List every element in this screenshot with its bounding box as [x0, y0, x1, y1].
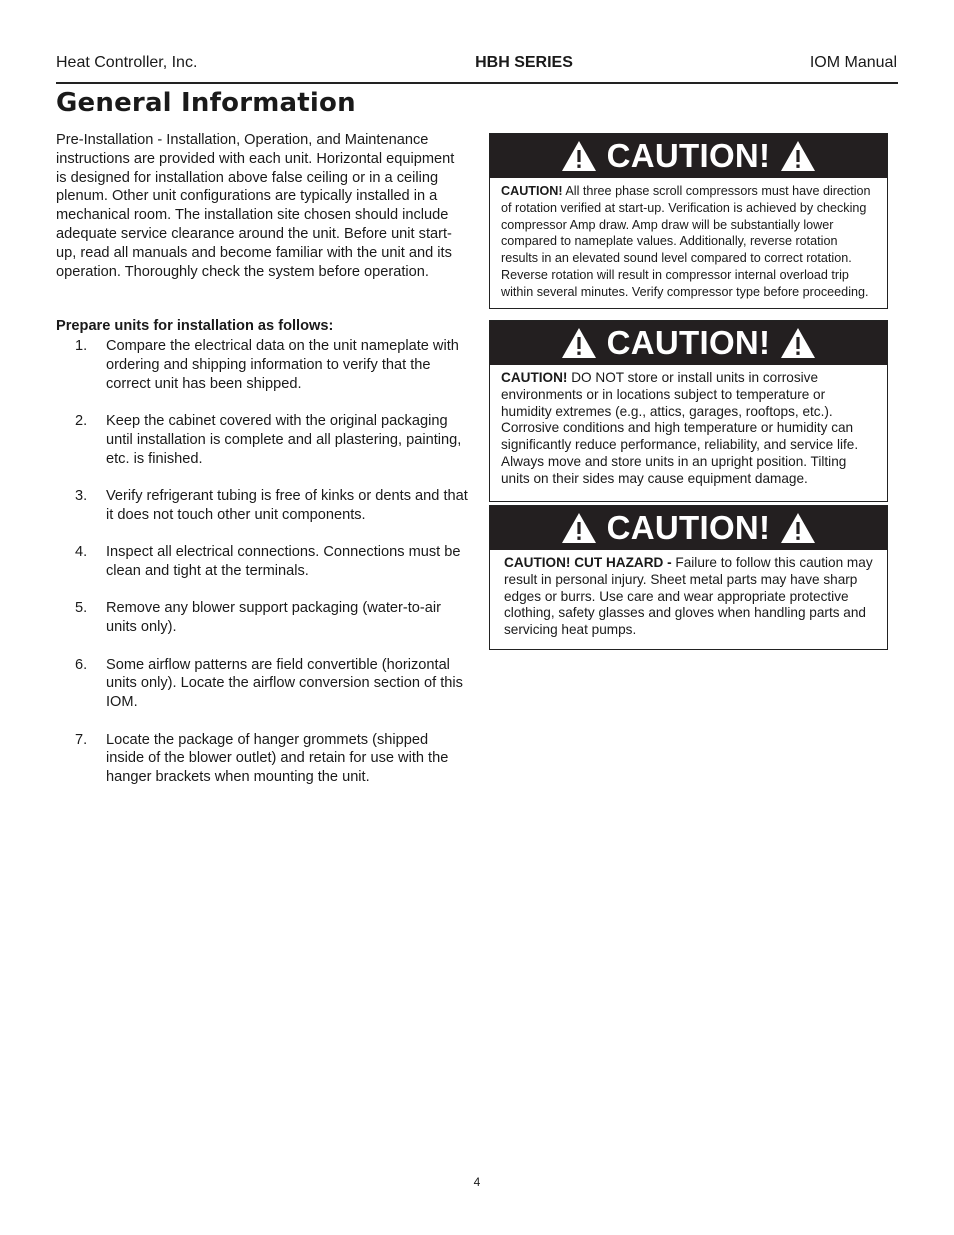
warning-triangle-icon — [561, 140, 597, 172]
caution-lead: CAUTION! CUT HAZARD - — [504, 555, 672, 570]
caution-banner — [490, 321, 887, 365]
step-text: Remove any blower support packaging (water-to-air units only). — [106, 600, 442, 636]
caution-text — [490, 178, 887, 307]
list-item — [56, 731, 470, 787]
warning-triangle-icon — [780, 327, 816, 359]
step-number: 1. — [75, 338, 88, 354]
step-text: Keep the cabinet covered with the original packaging until installation is complete and all plastering, painting, etc. is finished. — [106, 412, 462, 467]
caution-banner — [490, 134, 887, 178]
list-item — [56, 543, 470, 581]
series-title: HBH SERIES — [475, 54, 573, 71]
list-item — [56, 599, 470, 637]
warning-triangle-icon — [561, 327, 597, 359]
warning-triangle-icon — [780, 512, 816, 544]
warning-triangle-icon — [780, 140, 816, 172]
caution-title: CAUTION! — [606, 137, 771, 174]
step-number: 5. — [75, 600, 88, 617]
step-number: 6. — [75, 656, 88, 673]
list-item — [56, 656, 470, 712]
step-text: Verify refrigerant tubing is free of kinks or dents and that it does not touch other unit components. — [106, 487, 468, 523]
step-number: 4. — [75, 544, 88, 561]
caution-title: CAUTION! — [606, 324, 771, 361]
page-number: 4 — [473, 1175, 481, 1189]
step-number: 2. — [75, 412, 88, 429]
caution-body-text: All three phase scroll compressors must have direction of rotation verified at start-up. Verification is achieved by checking compressor Amp draw. Amp draw will be substantially lower compared to nameplate values. Additionally, reverse rotation results in an elevated sound level compared to correct rotation. Reverse rotation will result in compressor internal overload trip within several minutes. Verify compressor type before proceeding. — [501, 184, 871, 299]
caution-banner — [490, 506, 887, 550]
step-text: Locate the package of hanger grommets (shipped inside of the blower outlet) and retain for use with the hanger brackets when mounting the unit. — [106, 731, 449, 786]
prep-heading: Prepare units for installation as follows: — [56, 318, 334, 334]
caution-box-cut-hazard — [489, 505, 888, 650]
caution-lead: CAUTION! — [501, 184, 563, 198]
warning-triangle-icon — [561, 512, 597, 544]
prep-steps-list — [56, 337, 470, 806]
step-number: 3. — [75, 487, 88, 504]
caution-title: CAUTION! — [606, 509, 771, 546]
step-text: Inspect all electrical connections. Connections must be clean and tight at the terminals. — [106, 544, 461, 579]
caution-text — [490, 365, 887, 494]
caution-box-storage — [489, 320, 888, 502]
caution-text — [490, 550, 887, 645]
list-item — [56, 337, 470, 393]
section-title: General Information — [56, 88, 356, 118]
caution-body-text: DO NOT store or install units in corrosive environments or in locations subject to temperature or humidity extremes (e.g., attics, garages, rooftops, etc.). Corrosive conditions and high temperature or humidity can significantly reduce performance, reliability, and service life. Always move and store units in an upright position. Tilting units on their sides may cause equipment damage. — [501, 370, 859, 486]
caution-body-text: Failure to follow this caution may result in personal injury. Sheet metal parts may have sharp edges or burrs. Use care and wear appropriate protective clothing, safety glasses and gloves when handling parts and servicing heat pumps. — [504, 555, 873, 638]
page-header — [56, 52, 898, 84]
caution-box-rotation — [489, 133, 888, 309]
list-item — [56, 412, 470, 468]
step-number: 7. — [75, 731, 88, 748]
manual-title: IOM Manual — [809, 54, 897, 71]
list-item — [56, 487, 470, 525]
step-text: Compare the electrical data on the unit nameplate with ordering and shipping information to verify that the correct unit has been shipped. — [106, 338, 459, 392]
intro-paragraph: Pre-Installation - Installation, Operation, and Maintenance instructions are provided with each unit. Horizontal equipment is designed for installation above false ceiling or in a ceiling plenum. Other unit configurations are typically installed in a mechanical room. The installation site chosen should include adequate service clearance around the unit. Before unit start-up, read all manuals and become familiar with the unit and its operation. Thoroughly check the system before operation. — [56, 132, 455, 280]
caution-lead: CAUTION! — [501, 370, 568, 385]
step-text: Some airflow patterns are field convertible (horizontal units only). Locate the airflow conversion section of this IOM. — [106, 656, 463, 711]
company-name: Heat Controller, Inc. — [56, 54, 198, 71]
